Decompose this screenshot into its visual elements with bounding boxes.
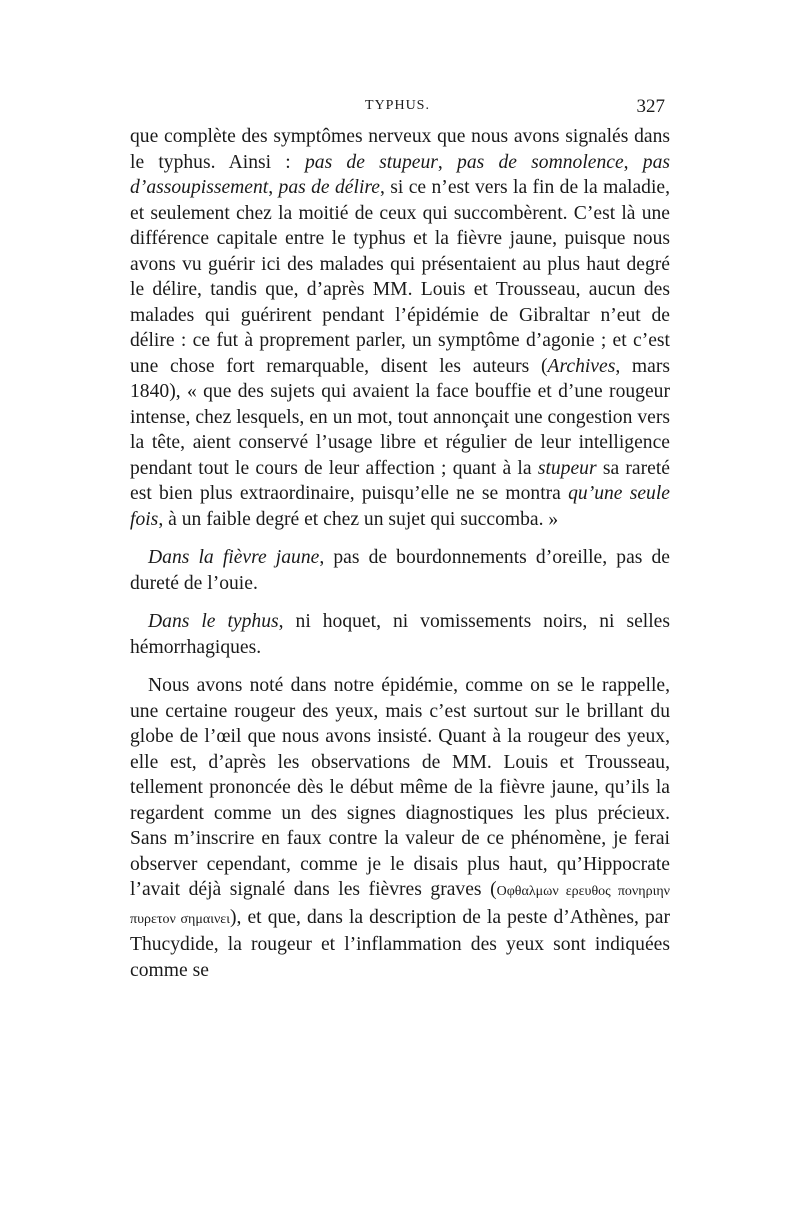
text-run: , mars 1840), « que des sujets qui avaient la face bouffie et d’une rougeur intense, chez lesquels, en un mot, tout annonçait une congestion vers la tête, aient conservé l’usage libre et régulier de leur intelligence pendant tout le cours de leur affection ; quant à la xyxy=(130,355,671,479)
paragraph-typhus xyxy=(130,609,670,660)
italic-phrase: qu’une seule fois xyxy=(130,483,670,530)
text-run: ), et que, dans la description de la peste d’Athènes, par Thucydide, la rougeur et l’inflammation des yeux sont indiquées comme se xyxy=(130,906,670,981)
text-run: , xyxy=(623,151,643,173)
page-body xyxy=(130,124,670,983)
page-header xyxy=(130,96,665,118)
text-run: que complète des symptômes nerveux que nous avons signalés dans le typhus. Ainsi : xyxy=(130,126,670,173)
text-run: , si ce n’est vers la fin de la maladie, et seulement chez la moitié de ceux qui succombèrent. C’est là une différence capitale entre le typhus et la fièvre jaune, puisque nous avons vu guérir ici des malades qui présentaient au plus haut degré le délire, tandis que, d’après MM. Louis et Trousseau, aucun des malades qui guérirent pendant l’épidémie de Gibraltar n’eut de délire : ce fut à proprement parler, un symptôme d’agonie ; et c’est une chose fort remarquable, disent les auteurs ( xyxy=(130,177,670,377)
running-title: TYPHUS. xyxy=(365,98,430,113)
italic-phrase: Dans le typhus xyxy=(148,611,279,632)
italic-phrase: pas de somnolence xyxy=(457,151,624,173)
text-run: Nous avons noté dans notre épidémie, comme on se le rappelle, une certaine rougeur des yeux, mais c’est surtout sur le brillant du globe de l’œil que nous avons insisté. Quant à la rougeur des yeux, elle est, d’après les observations de MM. Louis et Trousseau, tellement prononcée dès le début même de la fièvre jaune, qu’ils la regardent comme un des signes diagnostiques les plus précieux. Sans m’inscrire en faux contre la valeur de ce phénomène, je ferai observer cependant, comme je le disais plus haut, qu’Hippocrate l’avait déjà signalé dans les fièvres graves ( xyxy=(130,675,670,900)
italic-phrase: Archives xyxy=(547,355,616,377)
italic-phrase: Dans la fièvre jaune xyxy=(148,547,320,568)
greek-quotation: Οφθαλμων ερευθος πονηριην πυρετον σημαινει xyxy=(130,884,670,927)
text-run: , à un faible degré et chez un sujet qui succomba. » xyxy=(158,508,559,530)
text-run: sa rareté est bien plus extraordinaire, puisqu’elle ne se montra xyxy=(130,457,670,504)
italic-phrase: pas de délire xyxy=(278,177,380,198)
page-number: 327 xyxy=(636,96,665,117)
text-run: , pas de bourdonnements d’oreille, pas de dureté de l’ouie. xyxy=(130,547,670,594)
text-run: , ni hoquet, ni vomissements noirs, ni selles hémorrhagiques. xyxy=(130,611,671,658)
italic-phrase: pas de stupeur xyxy=(304,151,438,173)
italic-phrase: stupeur xyxy=(537,457,597,479)
text-run: , xyxy=(437,151,458,173)
paragraph-rougeur-yeux xyxy=(130,673,670,983)
text-run: , xyxy=(268,177,279,198)
paragraph-symptoms-nerveux xyxy=(130,124,670,532)
italic-phrase: pas d’assoupissement xyxy=(130,151,671,198)
paragraph-fievre-jaune xyxy=(130,545,670,596)
